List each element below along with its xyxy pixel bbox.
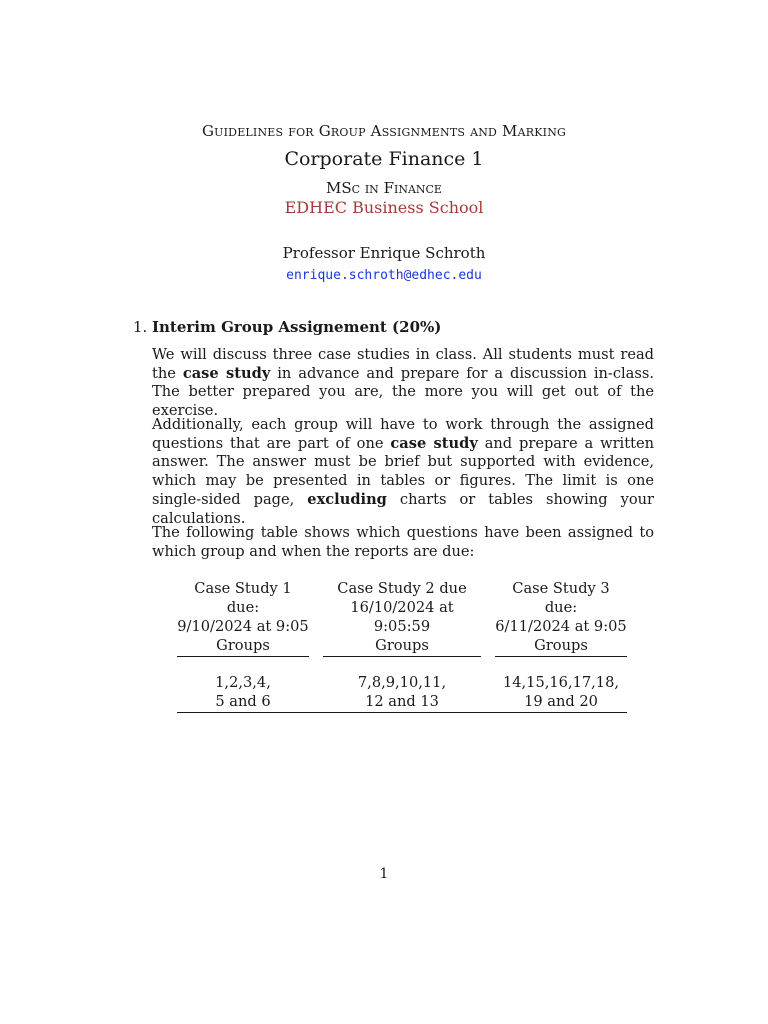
table-due-cell-1: Case Study 1 due: 9/10/2024 at 9:05 bbox=[177, 580, 309, 635]
program-name: MSc in Finance bbox=[326, 179, 442, 197]
document-subtitle: Guidelines for Group Assignments and Marking bbox=[201, 122, 567, 140]
table-due-cell-3: Case Study 3 due: 6/11/2024 at 9:05 bbox=[495, 580, 627, 635]
email-link[interactable]: enrique.schroth@edhec.edu bbox=[286, 268, 482, 283]
email-row bbox=[0, 264, 768, 283]
table-groups-cell-3: 14,15,16,17,18, 19 and 20 bbox=[502, 674, 620, 710]
table-groups-cell-1: 1,2,3,4, 5 and 6 bbox=[215, 674, 271, 710]
paragraph-case-discussion: We will discuss three case studies in class. All students must read the case study in advance and prepare for a discussion in-class. The better prepared you are, the more you will get out of the exercise. bbox=[152, 346, 654, 420]
table-bottom-rule bbox=[177, 712, 627, 713]
school-name: EDHEC Business School bbox=[284, 198, 484, 217]
table-groups-header-1: Groups bbox=[216, 637, 270, 654]
table-header-rule-3 bbox=[495, 656, 627, 657]
table-due-cell-2: Case Study 2 due 16/10/2024 at 9:05:59 bbox=[337, 580, 467, 635]
table-groups-header-2: Groups bbox=[375, 637, 429, 654]
paragraph-table-intro: The following table shows which questions have been assigned to which group and when the reports are due: bbox=[152, 524, 654, 560]
table-header-rule-1 bbox=[177, 656, 309, 657]
page-number: 1 bbox=[379, 866, 389, 882]
table-groups-header-3: Groups bbox=[534, 637, 588, 654]
professor-name: Professor Enrique Schroth bbox=[282, 244, 486, 262]
paragraph-written-answer: Additionally, each group will have to work through the assigned questions that are part of one case study and prepare a written answer. The answer must be brief but supported with evidence, which may be presented in tables or figures. The limit is one single-sided page, excluding charts or tables showing your calculations. bbox=[152, 416, 654, 527]
course-title: Corporate Finance 1 bbox=[284, 148, 484, 170]
section-title: Interim Group Assignement (20%) bbox=[152, 318, 442, 336]
table-header-rule-2 bbox=[323, 656, 481, 657]
table-groups-cell-2: 7,8,9,10,11, 12 and 13 bbox=[357, 674, 447, 710]
section-number: 1. bbox=[133, 318, 148, 336]
